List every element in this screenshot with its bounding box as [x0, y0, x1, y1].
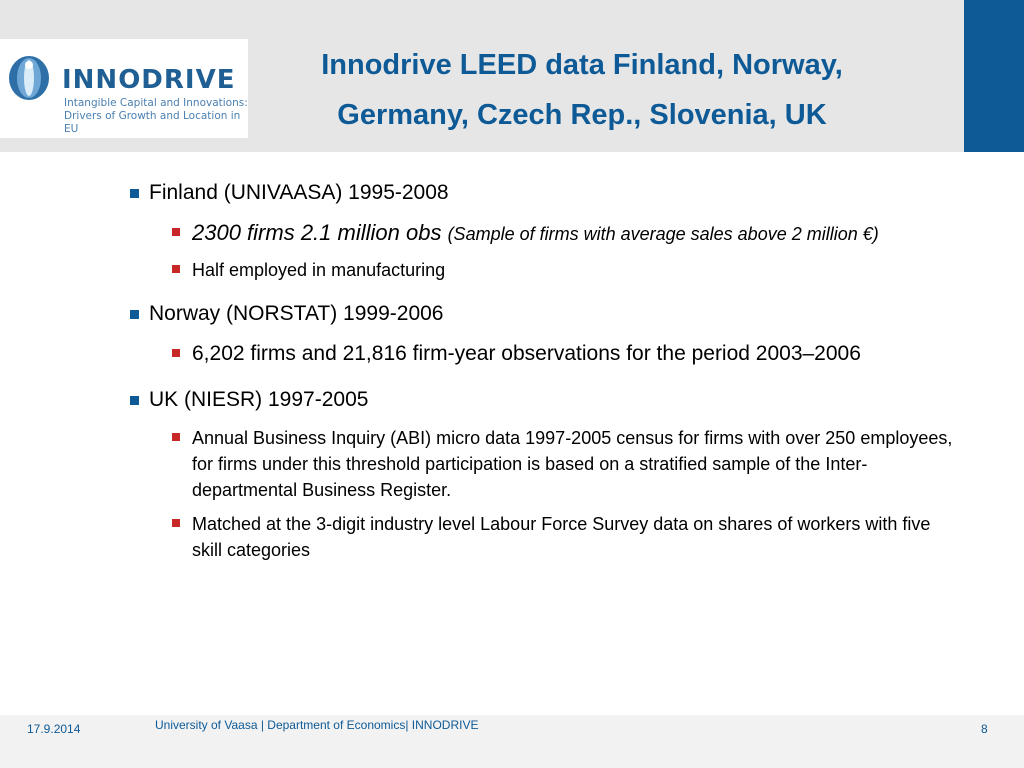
globe-logo-icon	[8, 55, 50, 101]
bullet-level2	[172, 339, 960, 369]
slide-title-line1: Innodrive LEED data Finland, Norway,	[321, 49, 843, 81]
logo-tagline-line2: Drivers of Growth and Location in EU	[64, 110, 241, 135]
slide-title	[262, 40, 902, 140]
square-bullet-icon	[172, 228, 180, 236]
section-heading: UK (NIESR) 1997-2005	[149, 388, 369, 411]
bullet-text: Matched at the 3-digit industry level Labour Force Survey data on shares of workers with five skill categories	[192, 514, 931, 560]
bullet-emphasis: 2300 firms 2.1 million obs	[192, 220, 448, 245]
square-bullet-icon	[172, 349, 180, 357]
bullet-level2	[172, 511, 960, 563]
section-heading: Norway (NORSTAT) 1999-2006	[149, 302, 444, 325]
bullet-text: Half employed in manufacturing	[192, 260, 446, 280]
bullet-level2	[172, 218, 960, 249]
footer-affiliation: University of Vaasa | Department of Economics| INNODRIVE	[155, 718, 479, 732]
square-bullet-icon	[172, 519, 180, 527]
bullet-level1	[130, 301, 960, 327]
section-norway	[130, 301, 960, 369]
logo-name: INNODRIVE	[62, 65, 236, 95]
section-finland	[130, 180, 960, 283]
square-bullet-icon	[130, 189, 139, 198]
logo-tagline-line1: Intangible Capital and Innovations:	[64, 97, 248, 109]
slide-title-line2: Germany, Czech Rep., Slovenia, UK	[337, 99, 827, 131]
square-bullet-icon	[130, 396, 139, 405]
innodrive-logo	[0, 39, 248, 138]
bullet-text: 6,202 firms and 21,816 firm-year observations for the period 2003–2006	[192, 342, 861, 365]
bullet-level2	[172, 257, 960, 283]
logo-tagline	[64, 97, 248, 136]
header-accent-bar	[964, 0, 1024, 152]
square-bullet-icon	[172, 265, 180, 273]
square-bullet-icon	[130, 310, 139, 319]
bullet-level1	[130, 180, 960, 206]
bullet-note: (Sample of firms with average sales above 2 million €)	[447, 224, 879, 244]
slide-body	[130, 180, 960, 581]
bullet-level1	[130, 387, 960, 413]
footer-date: 17.9.2014	[27, 722, 81, 736]
square-bullet-icon	[172, 433, 180, 441]
section-heading: Finland (UNIVAASA) 1995-2008	[149, 181, 449, 204]
slide-footer	[0, 715, 1024, 768]
page-number: 8	[981, 722, 988, 736]
bullet-level2	[172, 425, 960, 503]
section-uk	[130, 387, 960, 563]
bullet-text: Annual Business Inquiry (ABI) micro data 1997-2005 census for firms with over 250 employees, for firms under this threshold participation is based on a stratified sample of the Inter-departmental Business Register.	[192, 428, 953, 500]
